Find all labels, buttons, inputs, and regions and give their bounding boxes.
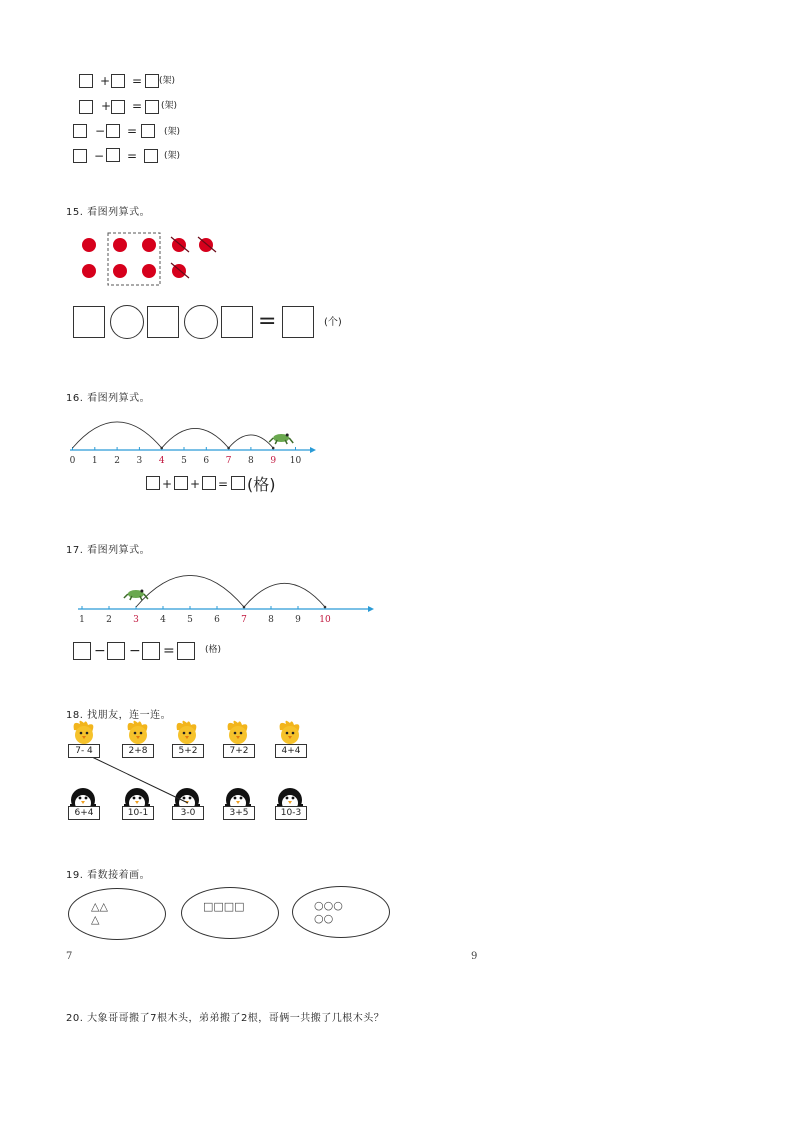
plus-sign: + xyxy=(100,74,111,88)
answer-box[interactable] xyxy=(111,100,125,114)
answer-box[interactable] xyxy=(106,124,120,138)
tick-label: 9 xyxy=(295,615,301,625)
tick-label: 7 xyxy=(241,615,247,625)
tick-label: 3 xyxy=(133,615,139,625)
jump-arc xyxy=(136,575,244,607)
question-18-title: 18. 找朋友，连一连。 xyxy=(66,710,172,721)
answer-box[interactable] xyxy=(73,124,87,138)
circle-shapes: ○○○ xyxy=(314,899,343,912)
penguin-card[interactable]: 3+5 xyxy=(223,806,255,820)
tick-label: 2 xyxy=(106,615,112,625)
red-dot xyxy=(142,238,156,252)
answer-box[interactable] xyxy=(141,124,155,138)
number-label: 9 xyxy=(471,951,478,962)
tick-label: 7 xyxy=(225,456,232,466)
number-line-16 xyxy=(60,412,330,470)
unit-label: (个) xyxy=(324,317,342,328)
unit-label: (格) xyxy=(205,645,222,655)
chick-icon xyxy=(177,721,197,744)
axis-arrow xyxy=(310,447,316,453)
answer-box[interactable] xyxy=(177,642,195,660)
minus-sign: − xyxy=(95,124,106,138)
red-dot xyxy=(82,264,96,278)
answer-box[interactable] xyxy=(202,476,216,490)
answer-box[interactable] xyxy=(174,476,188,490)
answer-box[interactable] xyxy=(73,642,91,660)
tick-label: 4 xyxy=(158,456,165,466)
jump-arc xyxy=(229,435,274,448)
penguin-card[interactable]: 10-1 xyxy=(122,806,154,820)
answer-box[interactable] xyxy=(73,306,105,338)
minus-sign: − xyxy=(94,149,105,163)
answer-box[interactable] xyxy=(145,74,159,88)
drawing-ellipse[interactable] xyxy=(68,888,166,940)
answer-box[interactable] xyxy=(231,476,245,490)
number-label: 7 xyxy=(66,951,73,962)
equals-sign: = xyxy=(132,99,143,113)
penguin-card[interactable]: 3-0 xyxy=(172,806,204,820)
answer-box[interactable] xyxy=(144,149,158,163)
answer-box[interactable] xyxy=(146,476,160,490)
answer-box[interactable] xyxy=(282,306,314,338)
tick-label: 0 xyxy=(69,456,76,466)
axis-arrow xyxy=(368,606,374,612)
chick-icon xyxy=(74,721,94,744)
equals-sign: = xyxy=(163,643,175,659)
penguin-card[interactable]: 10-3 xyxy=(275,806,307,820)
question-20-title: 20. 大象哥哥搬了7根木头，弟弟搬了2根，哥俩一共搬了几根木头？ xyxy=(66,1013,385,1024)
equals-sign: = xyxy=(127,149,138,163)
tick-label: 10 xyxy=(289,456,302,466)
tick-label: 8 xyxy=(268,615,274,625)
question-19-title: 19. 看数接着画。 xyxy=(66,870,151,881)
penguin-card[interactable]: 6+4 xyxy=(68,806,100,820)
chick-card[interactable]: 2+8 xyxy=(122,744,154,758)
equals-sign: = xyxy=(258,309,277,334)
unit-label: (架) xyxy=(164,151,181,161)
answer-box[interactable] xyxy=(73,149,87,163)
frog-icon xyxy=(269,434,293,445)
jump-arc xyxy=(244,583,325,607)
question-17-title: 17. 看图列算式。 xyxy=(66,545,151,556)
chick-card[interactable]: 5+2 xyxy=(172,744,204,758)
plus-sign: + xyxy=(190,477,201,491)
tick-label: 10 xyxy=(319,615,331,625)
jump-end-dot xyxy=(272,447,275,450)
tick-label: 5 xyxy=(181,456,187,466)
plus-sign: + xyxy=(101,99,112,113)
answer-box[interactable] xyxy=(79,100,93,114)
tick-label: 4 xyxy=(160,615,166,625)
red-dot xyxy=(82,238,96,252)
unit-label: (架) xyxy=(161,101,178,111)
tick-label: 6 xyxy=(214,615,220,625)
circle-shapes: ○○ xyxy=(314,912,334,925)
answer-box[interactable] xyxy=(79,74,93,88)
tick-label: 6 xyxy=(203,456,210,466)
equals-sign: = xyxy=(218,477,229,491)
chick-card[interactable]: 7- 4 xyxy=(68,744,100,758)
chick-icon xyxy=(228,721,248,744)
red-dot xyxy=(142,264,156,278)
jump-arc xyxy=(73,422,162,448)
question-16-title: 16. 看图列算式。 xyxy=(66,393,151,404)
dots-figure xyxy=(70,228,230,290)
answer-box[interactable] xyxy=(106,148,120,162)
unit-label: (架) xyxy=(164,127,181,137)
question-15-title: 15. 看图列算式。 xyxy=(66,207,151,218)
square-shapes: □□□□ xyxy=(203,900,245,913)
answer-box[interactable] xyxy=(145,100,159,114)
minus-sign: − xyxy=(129,643,141,659)
triangle-shapes: △ xyxy=(91,913,100,926)
chick-card[interactable]: 4+4 xyxy=(275,744,307,758)
tick-label: 8 xyxy=(248,456,254,466)
answer-box[interactable] xyxy=(142,642,160,660)
answer-box[interactable] xyxy=(147,306,179,338)
unit-label: (架) xyxy=(159,76,176,86)
chick-icon xyxy=(128,721,148,744)
jump-end-dot xyxy=(324,606,327,609)
drawing-ellipse[interactable] xyxy=(292,886,390,938)
tick-label: 9 xyxy=(270,456,277,466)
unit-label: (格) xyxy=(247,475,276,494)
chick-icon xyxy=(280,721,300,744)
tick-label: 1 xyxy=(91,456,98,466)
chick-card[interactable]: 7+2 xyxy=(223,744,255,758)
plus-sign: + xyxy=(162,477,173,491)
triangle-shapes: △△ xyxy=(91,900,108,913)
answer-box[interactable] xyxy=(111,74,125,88)
jump-arc xyxy=(162,428,229,448)
answer-box[interactable] xyxy=(221,306,253,338)
tick-label: 5 xyxy=(187,615,193,625)
minus-sign: − xyxy=(94,643,106,659)
red-dot xyxy=(113,264,127,278)
equals-sign: = xyxy=(127,124,138,138)
equals-sign: = xyxy=(132,74,143,88)
number-line-17 xyxy=(70,570,380,630)
red-dot xyxy=(113,238,127,252)
answer-box[interactable] xyxy=(107,642,125,660)
drawing-ellipse[interactable] xyxy=(181,887,279,939)
operator-circle[interactable] xyxy=(110,305,144,339)
operator-circle[interactable] xyxy=(184,305,218,339)
tick-label: 2 xyxy=(114,456,120,466)
tick-label: 1 xyxy=(79,615,85,625)
tick-label: 3 xyxy=(136,456,143,466)
